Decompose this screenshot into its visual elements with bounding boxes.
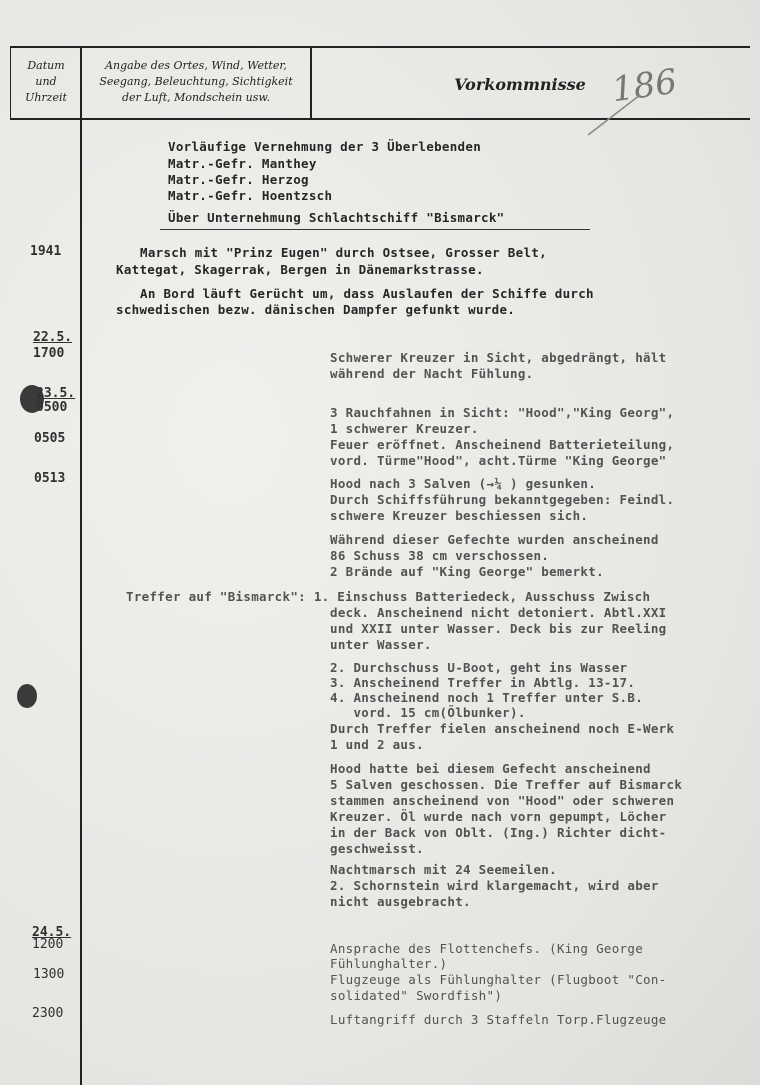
body-line: Durch Treffer fielen anscheinend noch E-Werk (330, 721, 675, 736)
body-line: unter Wasser. (330, 637, 432, 652)
time-1941: 1941 (30, 244, 62, 259)
body-line: solidated" Swordfish") (330, 988, 503, 1003)
body-line: 2 Brände auf "King George" bemerkt. (330, 564, 604, 579)
body-line: Hood nach 3 Salven (→¼ ) gesunken. (330, 476, 597, 491)
body-line: und XXII unter Wasser. Deck bis zur Reeling (330, 621, 667, 636)
body-line: Schwerer Kreuzer in Sicht, abgedrängt, hält (330, 350, 667, 365)
time-2300: 2300 (32, 1006, 64, 1021)
body-line: 4. Anscheinend noch 1 Treffer unter S.B. (330, 690, 644, 705)
title-underline (160, 229, 590, 230)
body-line: Luftangriff durch 3 Staffeln Torp.Flugzeuge (330, 1012, 667, 1027)
body-line: während der Nacht Fühlung. (330, 366, 534, 381)
body-line: geschweisst. (330, 841, 424, 856)
header-datum: Datum (27, 59, 65, 72)
column-divider-1 (80, 46, 82, 1085)
body-line: 5 Salven geschossen. Die Treffer auf Bismarck (330, 777, 683, 792)
header-angabe-line3: der Luft, Mondschein usw. (121, 91, 271, 104)
body-line: Kreuzer. Öl wurde nach vorn gepumpt, Löcher (330, 809, 667, 824)
time-1200: 1200 (32, 937, 64, 952)
body-line: vord. 15 cm(Ölbunker). (330, 705, 526, 720)
punch-hole-bottom (17, 684, 37, 708)
body-line: Feuer eröffnet. Anscheinend Batterieteilung, (330, 437, 675, 452)
body-line: schwere Kreuzer beschiessen sich. (330, 508, 589, 523)
body-line: Fühlunghalter.) (330, 956, 448, 971)
body-line: stammen anscheinend von "Hood" oder schweren (330, 793, 675, 808)
column-divider-2 (310, 46, 312, 120)
time-0505: 0505 (34, 431, 66, 446)
body-line: 86 Schuss 38 cm verschossen. (330, 548, 550, 563)
time-1300: 1300 (33, 967, 65, 982)
body-line: Hood hatte bei diesem Gefecht anscheinend (330, 761, 651, 776)
body-line: deck. Anscheinend nicht detoniert. Abtl.XXI (330, 605, 667, 620)
body-line: schwedischen bezw. dänischen Dampfer gefunkt wurde. (116, 302, 516, 317)
body-line: 3. Anscheinend Treffer in Abtlg. 13-17. (330, 675, 636, 690)
body-line: Kattegat, Skagerrak, Bergen in Dänemarkstrasse. (116, 262, 484, 277)
body-line: Durch Schiffsführung bekanntgegeben: Feindl. (330, 492, 675, 507)
body-line: vord. Türme"Hood", acht.Türme "King George" (330, 453, 667, 468)
top-rule (10, 46, 750, 48)
time-23-5: 23.5. (36, 386, 76, 401)
body-line: Marsch mit "Prinz Eugen" durch Ostsee, Grosser Belt, (140, 245, 547, 260)
title-line-1: Vorläufige Vernehmung der 3 Überlebenden (168, 139, 482, 154)
header-angabe-line1: Angabe des Ortes, Wind, Wetter, (105, 59, 287, 72)
body-line: Während dieser Gefechte wurden anscheinend (330, 532, 659, 547)
title-line-3: Matr.-Gefr. Herzog (168, 172, 309, 187)
body-line: in der Back von Oblt. (Ing.) Richter dicht- (330, 825, 667, 840)
body-line: Ansprache des Flottenchefs. (King George (330, 941, 644, 956)
title-line-5: Über Unternehmung Schlachtschiff "Bismarck" (168, 210, 505, 225)
body-line: Nachtmarsch mit 24 Seemeilen. (330, 862, 557, 877)
body-line: Treffer auf "Bismarck": 1. Einschuss Batteriedeck, Ausschuss Zwisch (126, 589, 651, 604)
page-number-slash (585, 90, 645, 140)
left-edge (10, 46, 11, 120)
header-und: und (35, 75, 57, 88)
body-line: 2. Durchschuss U-Boot, geht ins Wasser (330, 660, 628, 675)
body-line: An Bord läuft Gerücht um, dass Auslaufen der Schiffe durch (140, 286, 594, 301)
time-22-5: 22.5. (33, 330, 73, 345)
time-0513: 0513 (34, 471, 66, 486)
header-datum-uhrzeit (12, 58, 80, 106)
body-line: 3 Rauchfahnen in Sicht: "Hood","King Georg", (330, 405, 675, 420)
body-line: 1 schwerer Kreuzer. (330, 421, 479, 436)
header-angabe-line2: Seegang, Beleuchtung, Sichtigkeit (99, 75, 293, 88)
body-line: 1 und 2 aus. (330, 737, 424, 752)
time-1700: 1700 (33, 346, 65, 361)
header-vorkommnisse: Vorkommnisse (454, 75, 586, 94)
handwritten-page-number: 186 (609, 61, 680, 111)
header-uhrzeit: Uhrzeit (25, 91, 67, 104)
time-0500: 0500 (36, 400, 68, 415)
title-line-4: Matr.-Gefr. Hoentzsch (168, 188, 333, 203)
body-line: Flugzeuge als Fühlunghalter (Flugboot "Con- (330, 972, 667, 987)
title-line-2: Matr.-Gefr. Manthey (168, 156, 317, 171)
time-24-5: 24.5. (32, 925, 72, 940)
header-angabe (84, 58, 308, 106)
body-line: nicht ausgebracht. (330, 894, 471, 909)
body-line: 2. Schornstein wird klargemacht, wird aber (330, 878, 659, 893)
